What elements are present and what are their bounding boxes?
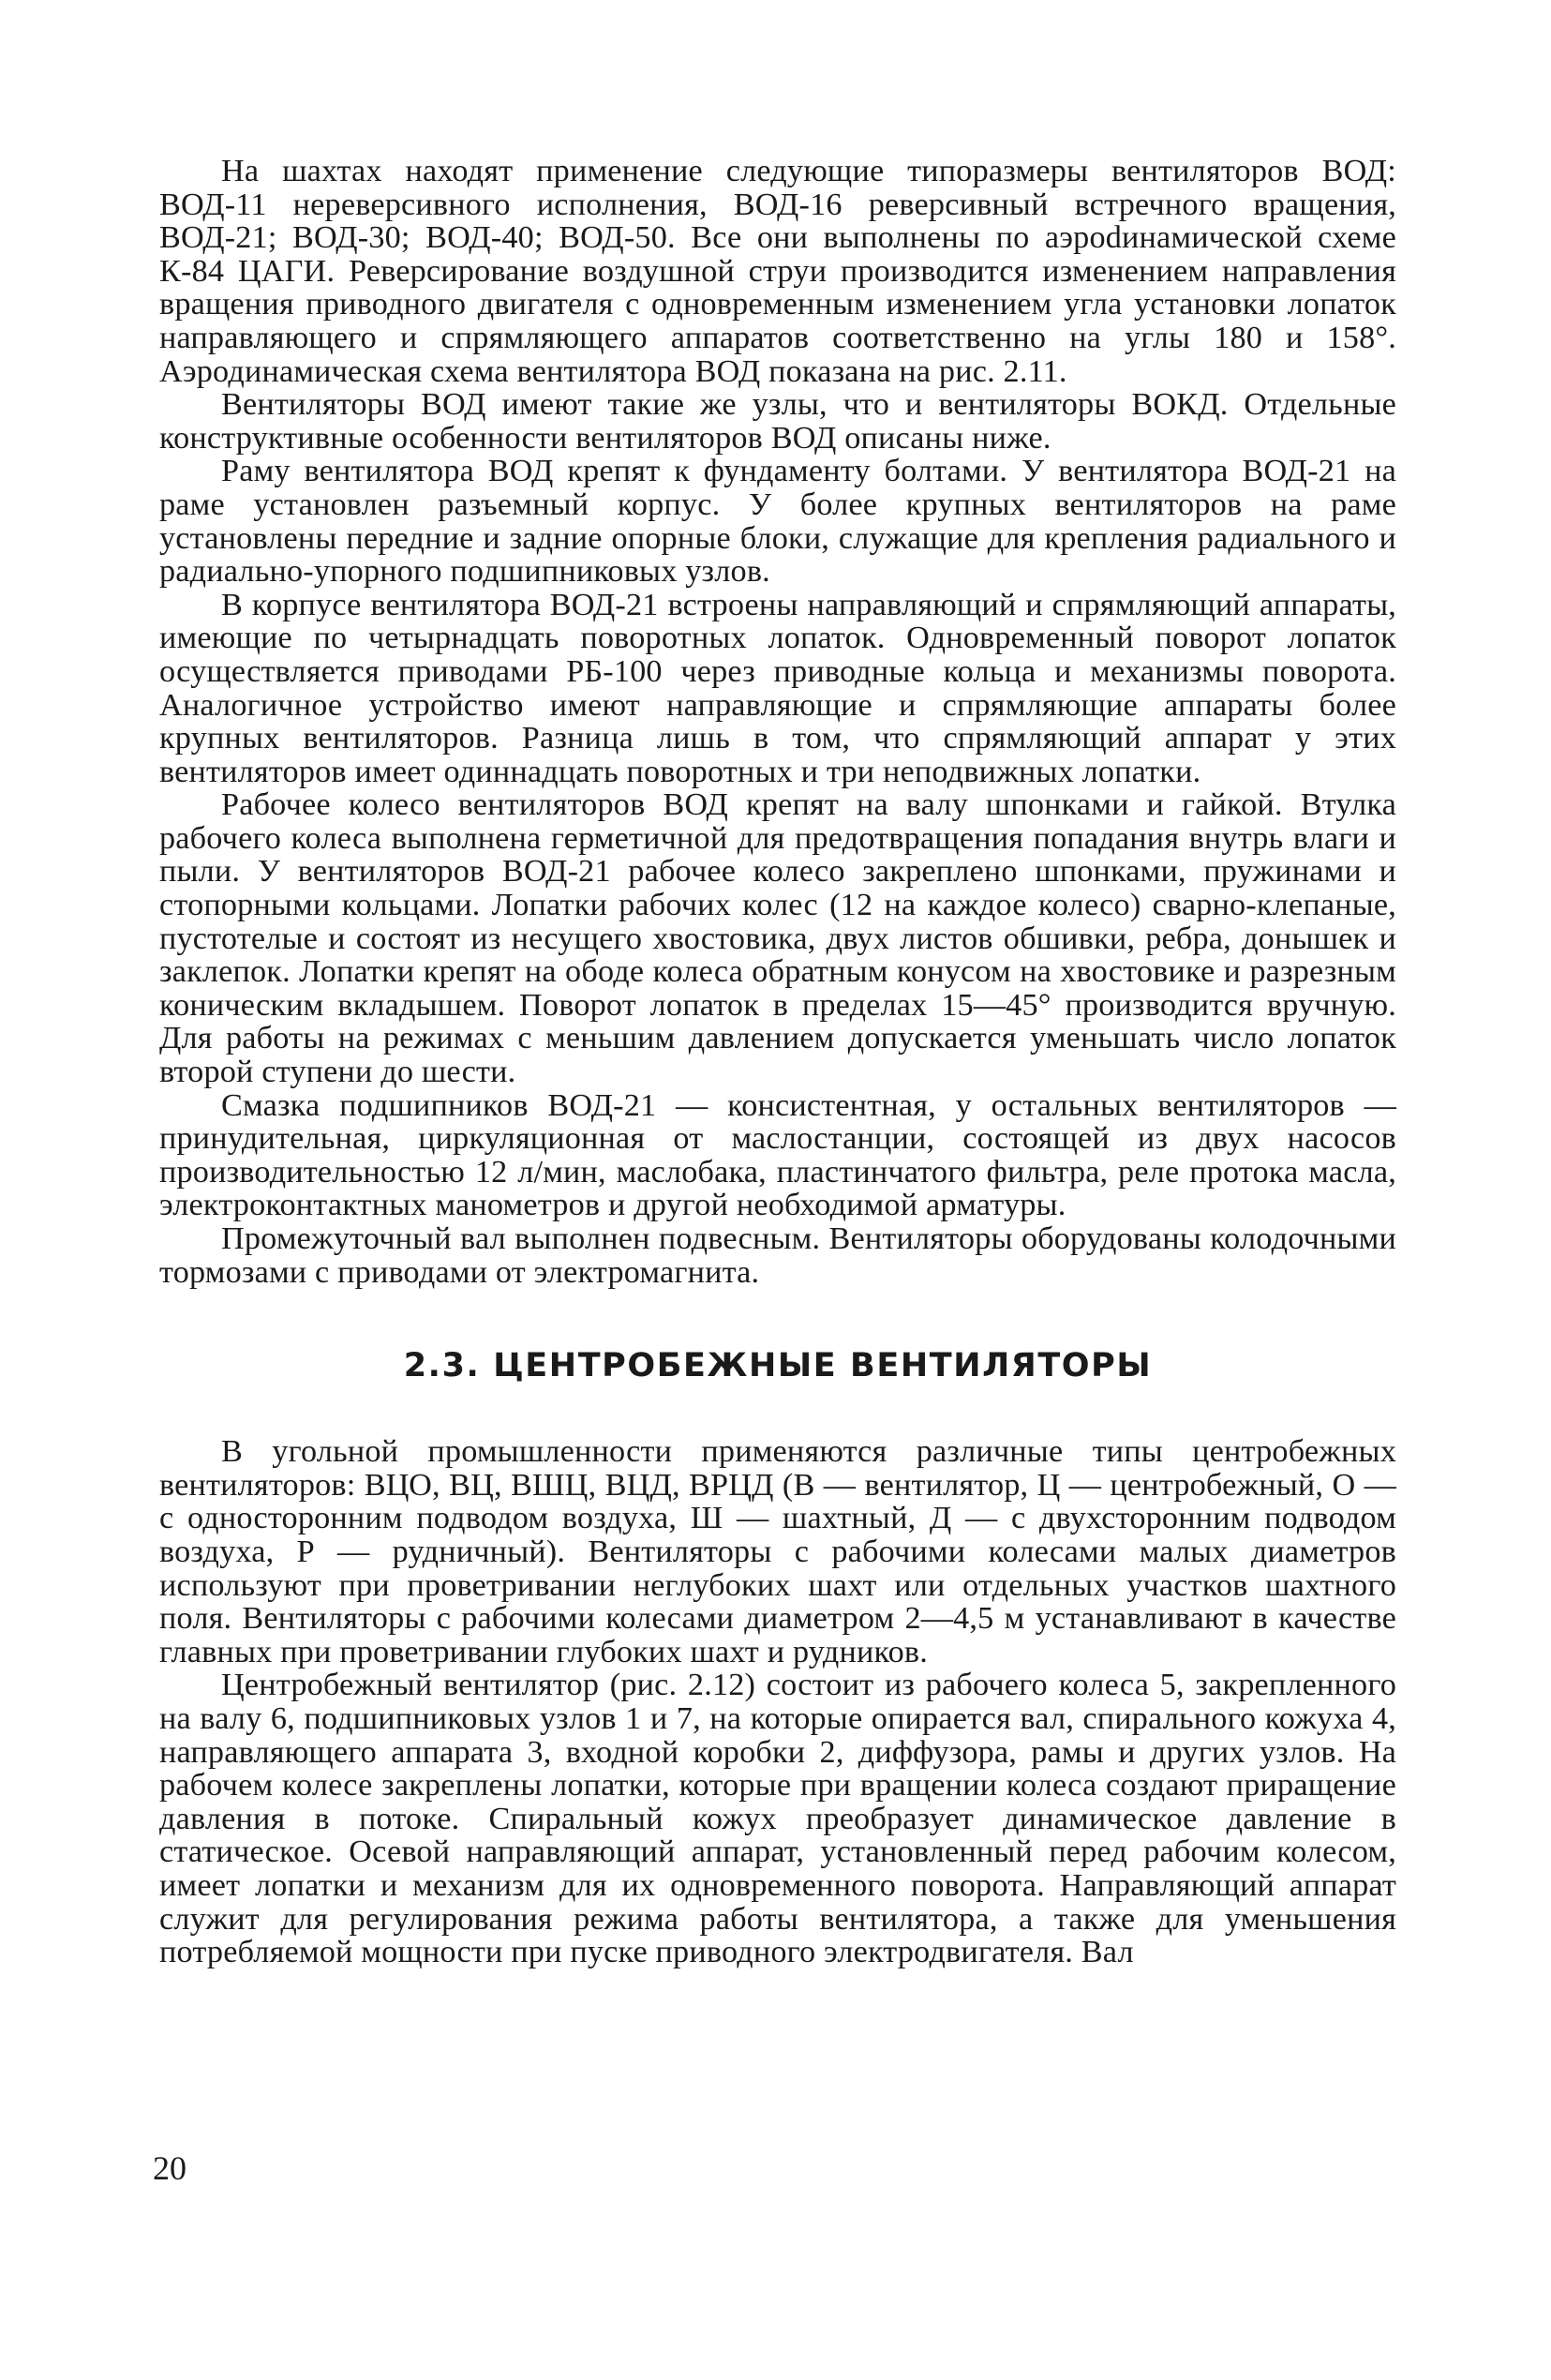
paragraph: Рабочее колесо вентиляторов ВОД крепят на валу шпонками и гайкой. Втулка рабочего колеса выполнена герметичной для предотвращения попадания внутрь влаги и пыли. У вентиляторов ВОД-21 рабочее колесо закреплено шпонками, пружинами и стопорными кольцами. Лопатки рабочих колес (12 на каждое колесо) сварно-клепаные, пустотелые и состоят из несущего хвостовика, двух листов обшивки, ребра, донышек и заклепок. Лопатки крепят на ободе колеса обратным конусом на хвостовике и разрезным коническим вкладышем. Поворот лопаток в пределах 15—45° производится вручную. Для работы на режимах с меньшим давлением допускается уменьшать число лопаток второй ступени до шести. [159, 787, 1396, 1090]
paragraph: Вентиляторы ВОД имеют такие же узлы, что и вентиляторы ВОКД. Отдельные конструктивные особенности вентиляторов ВОД описаны ниже. [159, 387, 1396, 456]
page-body [159, 155, 1396, 1969]
paragraph: Промежуточный вал выполнен подвесным. Вентиляторы оборудованы колодочными тормозами с приводами от электромагнита. [159, 1221, 1396, 1290]
paragraph: Смазка подшипников ВОД-21 — консистентная, у остальных вентиляторов — принудительная, циркуляционная от маслостанции, состоящей из двух насосов производительностью 12 л/мин, маслобака, пластинчатого фильтра, реле протока масла, электроконтактных манометров и другой необходимой арматуры. [159, 1087, 1396, 1223]
paragraph: В угольной промышленности применяются различные типы центробежных вентиляторов: ВЦО, ВЦ, ВШЦ, ВЦД, ВРЦД (В — вентилятор, Ц — центробежный, О — с односторонним подводом воздуха, Ш — шахтный, Д — с двухсторонним подводом воздуха, Р — рудничный). Вентиляторы с рабочими колесами малых диаметров используют при проветривании неглубоких шахт или отдельных участков шахтного поля. Вентиляторы с рабочими колесами диаметром 2—4,5 м устанавливают в качестве главных при проветривании глубоких шахт и рудников. [159, 1434, 1396, 1669]
paragraph: На шахтах находят применение следующие типоразмеры вентиляторов ВОД: ВОД-11 нереверсивного исполнения, ВОД-16 реверсивный встречного вращения, ВОД-21; ВОД-30; ВОД-40; ВОД-50. Все они выполнены по аэроdинамической схеме К-84 ЦАГИ. Реверсирование воздушной струи производится изменением направления вращения приводного двигателя с одновременным изменением угла установки лопаток направляющего и спрямляющего аппаратов соответственно на углы 180 и 158°. Аэродинамическая схема вентилятора ВОД показана на рис. 2.11. [159, 154, 1396, 389]
paragraph: В корпусе вентилятора ВОД-21 встроены направляющий и спрямляющий аппараты, имеющие по четырнадцать поворотных лопаток. Одновременный поворот лопаток осуществляется приводами РБ-100 через приводные кольца и механизмы поворота. Аналогичное устройство имеют направляющие и спрямляющие аппараты более крупных вентиляторов. Разница лишь в том, что спрямляющий аппарат у этих вентиляторов имеет одиннадцать поворотных и три неподвижных лопатки. [159, 587, 1396, 789]
page-number: 20 [153, 2149, 186, 2187]
section-heading: 2.3. ЦЕНТРОБЕЖНЫЕ ВЕНТИЛЯТОРЫ [403, 1347, 1153, 1385]
paragraph: Раму вентилятора ВОД крепят к фундаменту болтами. У вентилятора ВОД-21 на раме установлен разъемный корпус. У более крупных вентиляторов на раме установлены передние и задние опорные блоки, служащие для крепления радиального и радиально-упорного подшипниковых узлов. [159, 454, 1396, 590]
paragraph: Центробежный вентилятор (рис. 2.12) состоит из рабочего колеса 5, закрепленного на валу 6, подшипниковых узлов 1 и 7, на которые опирается вал, спирального кожуха 4, направляющего аппарата 3, входной коробки 2, диффузора, рамы и других узлов. На рабочем колесе закреплены лопатки, которые при вращении колеса создают приращение давления в потоке. Спиральный кожух преобразует динамическое давление в статическое. Осевой направляющий аппарат, установленный перед рабочим колесом, имеет лопатки и механизм для их одновременного поворота. Направляющий аппарат служит для регулирования режима работы вентилятора, а также для уменьшения потребляемой мощности при пуске приводного электродвигателя. Вал [159, 1668, 1396, 1970]
